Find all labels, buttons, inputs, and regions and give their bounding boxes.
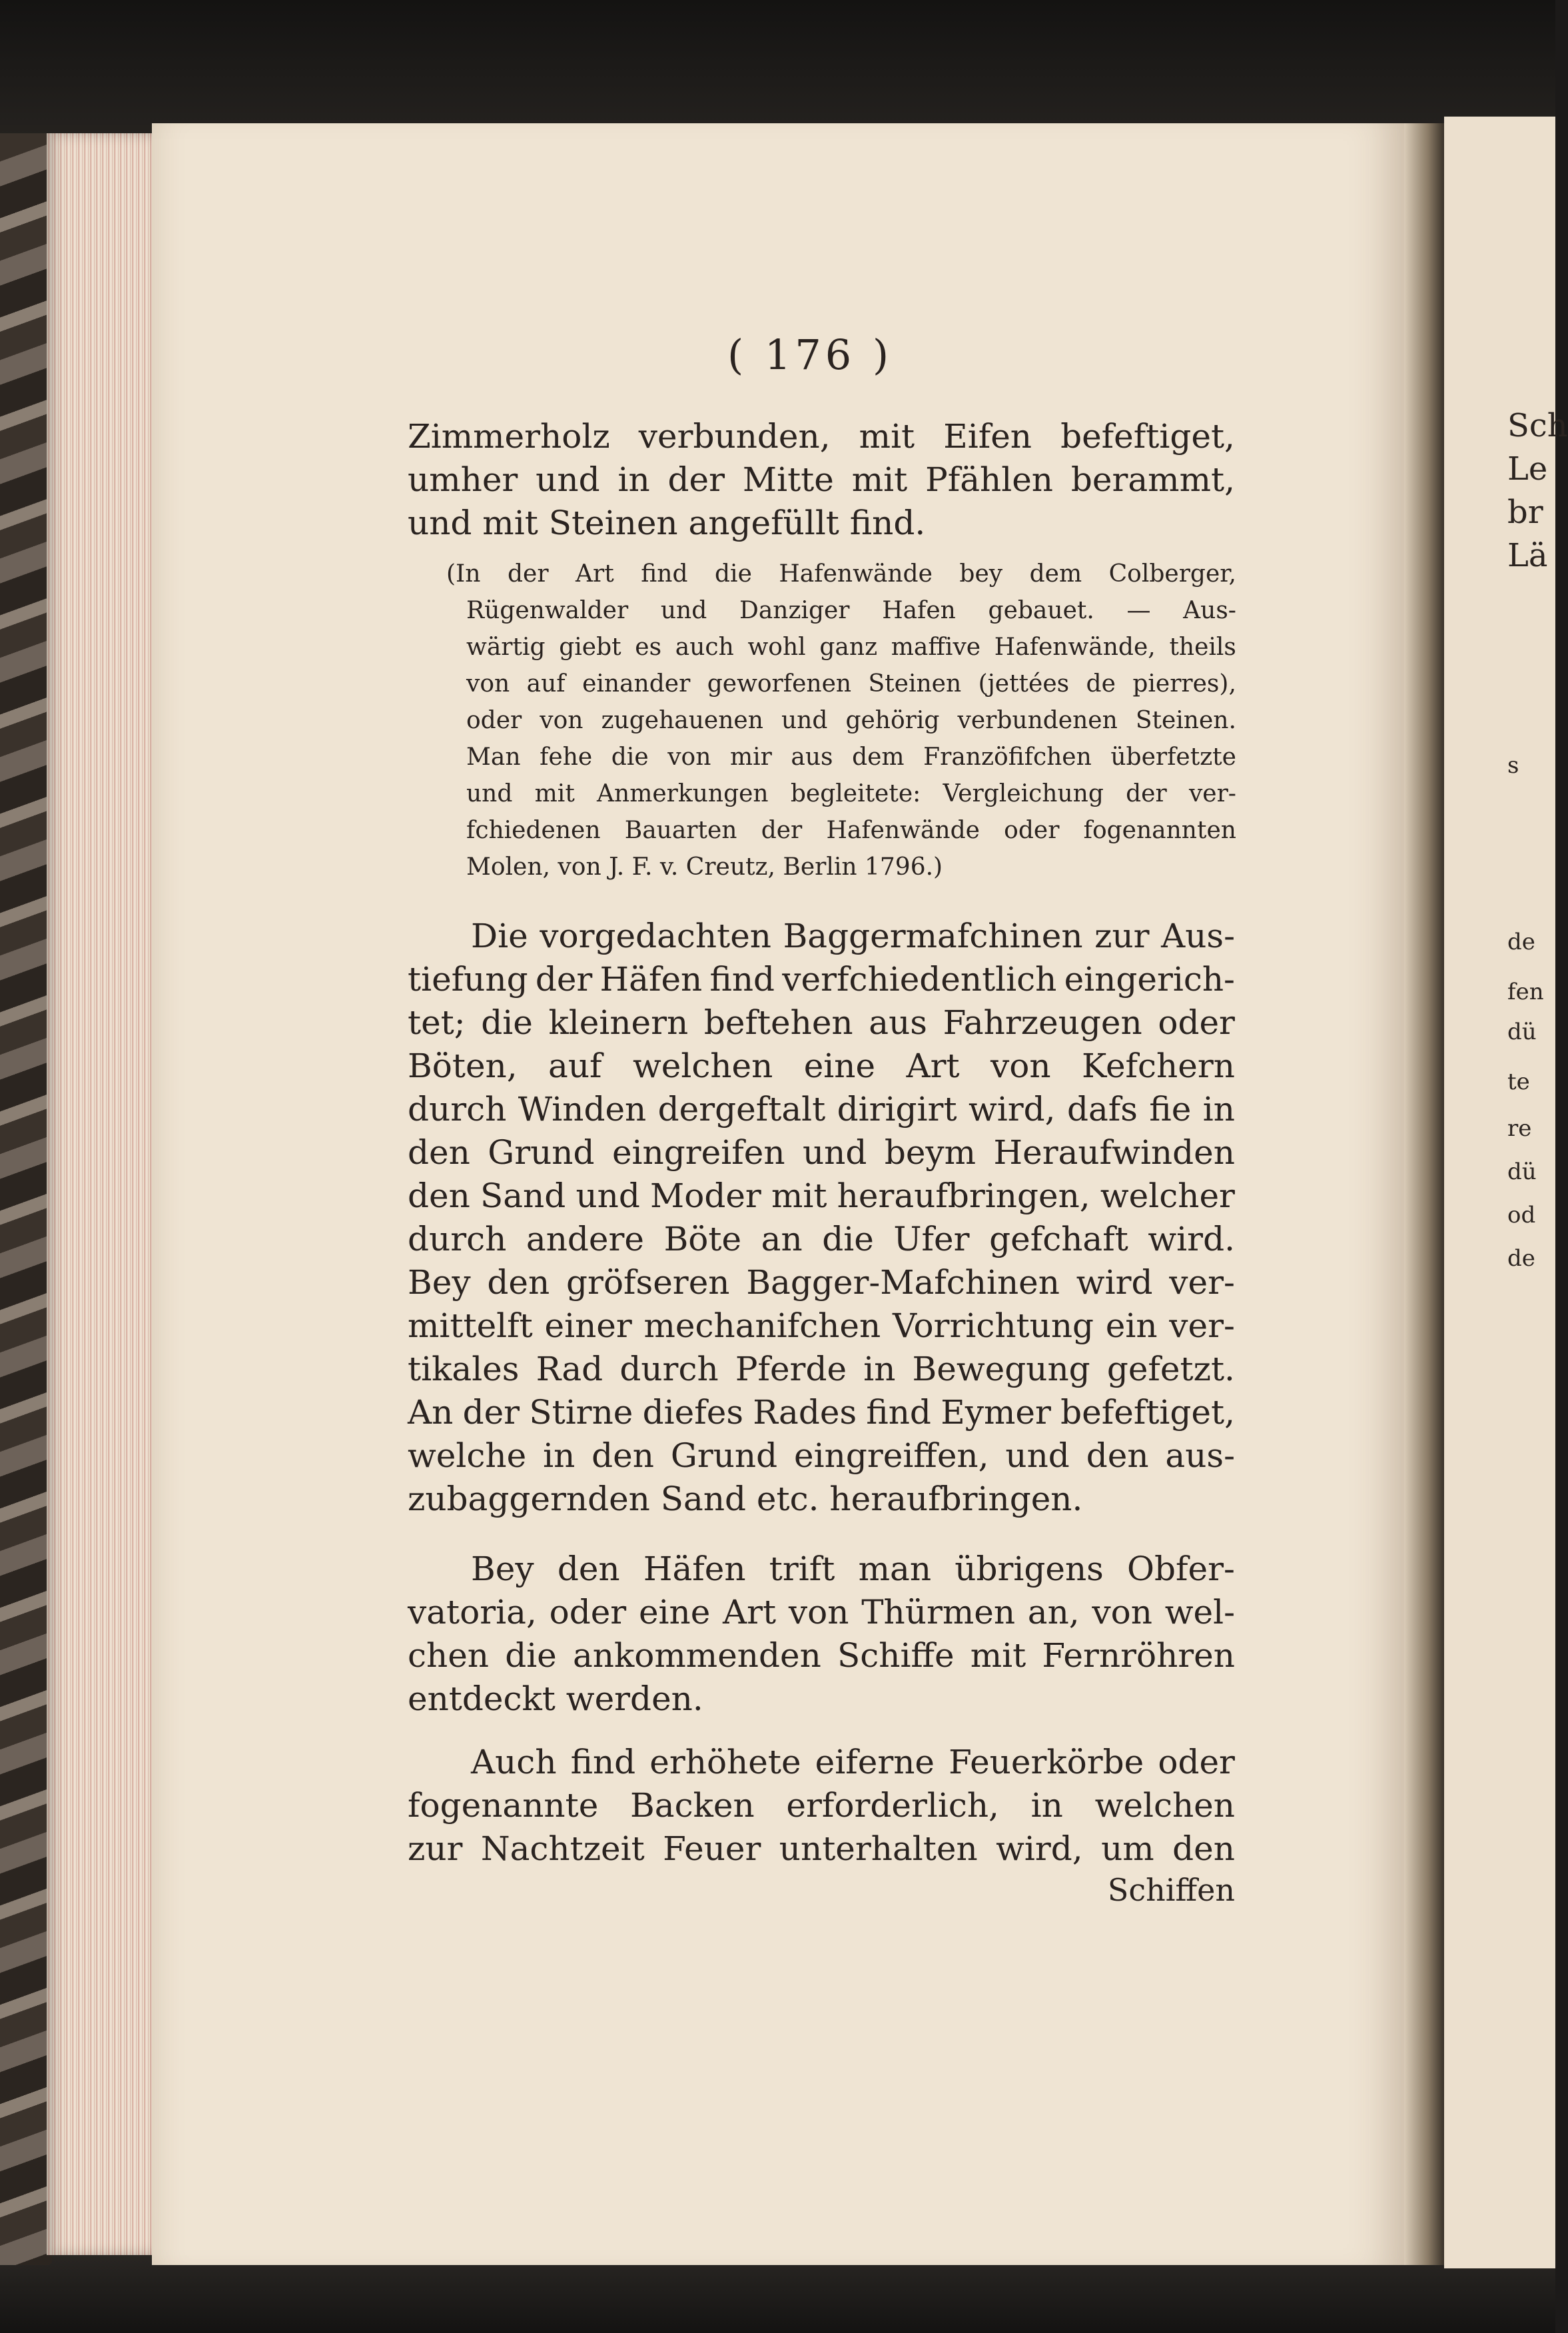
text-line: vatoria, oder eine Art von Thürmen an, von wel- [408, 1593, 1235, 1632]
text-line: fogenannte Backen erforderlich, in welchen [408, 1786, 1235, 1825]
text-line: Auch find erhöhete eiferne Feuerkörbe oder [471, 1743, 1235, 1781]
text-line: den Grund eingreifen und beym Heraufwinden [408, 1133, 1235, 1172]
text-line: zur Nachtzeit Feuer unterhalten wird, um den [408, 1829, 1235, 1868]
text-line: durch Winden dergeftalt dirigirt wird, dafs fie in [408, 1090, 1235, 1129]
next-page-fragment [1444, 117, 1568, 2268]
next-page-text: Lä [1507, 537, 1548, 574]
next-page-text: re [1507, 1115, 1532, 1142]
text-line: welche in den Grund eingreiffen, und den aus- [408, 1436, 1235, 1475]
book-cover-marbled [0, 133, 52, 2265]
catchword: Schiffen [1107, 1872, 1235, 1908]
text-line: durch andere Böte an die Ufer gefchaft wird. [408, 1220, 1235, 1258]
note-line: fchiedenen Bauarten der Hafenwände oder fogenannten [466, 817, 1236, 844]
note-line: von auf einander geworfenen Steinen (jettées de pierres), [466, 670, 1236, 698]
book-gutter [1404, 123, 1444, 2265]
text-line: umher und in der Mitte mit Pfählen berammt, [408, 460, 1235, 499]
text-line: mittelft einer mechanifchen Vorrichtung ein ver- [408, 1306, 1235, 1345]
note-line: oder von zugehauenen und gehörig verbundenen Steinen. [466, 707, 1236, 734]
note-line: und mit Anmerkungen begleitete: Vergleichung der ver- [466, 780, 1236, 807]
next-page-text: Sch [1507, 407, 1568, 444]
next-page-text: br [1507, 494, 1543, 531]
next-page-text: dü [1507, 1019, 1537, 1045]
note-line: (In der Art find die Hafenwände bey dem Colberger, [446, 560, 1236, 588]
text-line: und mit Steinen angefüllt find. [408, 504, 926, 542]
text-line: entdeckt werden. [408, 1679, 703, 1718]
next-page-text: Le [1507, 450, 1548, 488]
text-line: tet; die kleinern beftehen aus Fahrzeugen oder [408, 1003, 1235, 1042]
text-line: den Sand und Moder mit heraufbringen, welcher [408, 1176, 1235, 1215]
text-line: Zimmerholz verbunden, mit Eifen befeftiget, [408, 417, 1235, 456]
note-line: Molen, von J. F. v. Creutz, Berlin 1796.) [466, 853, 943, 881]
note-line: Rügenwalder und Danziger Hafen gebauet. — Aus- [466, 597, 1236, 624]
next-page-text: fen [1507, 979, 1544, 1005]
text-line: An der Stirne diefes Rades find Eymer befeftiget, [408, 1393, 1235, 1432]
next-page-text: de [1507, 1245, 1535, 1272]
next-page-text: de [1507, 929, 1535, 955]
text-line: chen die ankommenden Schiffe mit Fernröhren [408, 1636, 1235, 1675]
text-line: Bey den Häfen trift man übrigens Obfer- [471, 1550, 1235, 1588]
next-page-text: dü [1507, 1159, 1537, 1185]
next-page-text: od [1507, 1202, 1536, 1228]
page-number: ( 176 ) [727, 330, 893, 379]
text-line: Böten, auf welchen eine Art von Kefchern [408, 1047, 1235, 1085]
next-page-text: te [1507, 1069, 1530, 1095]
page-edges [47, 133, 153, 2255]
next-page-text: s [1507, 752, 1519, 779]
text-line: tiefung der Häfen find verfchiedentlich eingerich- [408, 960, 1235, 999]
note-line: wärtig giebt es auch wohl ganz maffive Hafenwände, theils [466, 634, 1236, 661]
text-line: tikales Rad durch Pferde in Bewegung gefetzt. [408, 1350, 1235, 1388]
text-line: Die vorgedachten Baggermafchinen zur Aus- [471, 917, 1235, 955]
text-line: Bey den gröfseren Bagger-Mafchinen wird ver- [408, 1263, 1235, 1302]
note-line: Man fehe die von mir aus dem Franzöfifchen überfetzte [466, 743, 1236, 771]
text-line: zubaggernden Sand etc. heraufbringen. [408, 1480, 1083, 1518]
